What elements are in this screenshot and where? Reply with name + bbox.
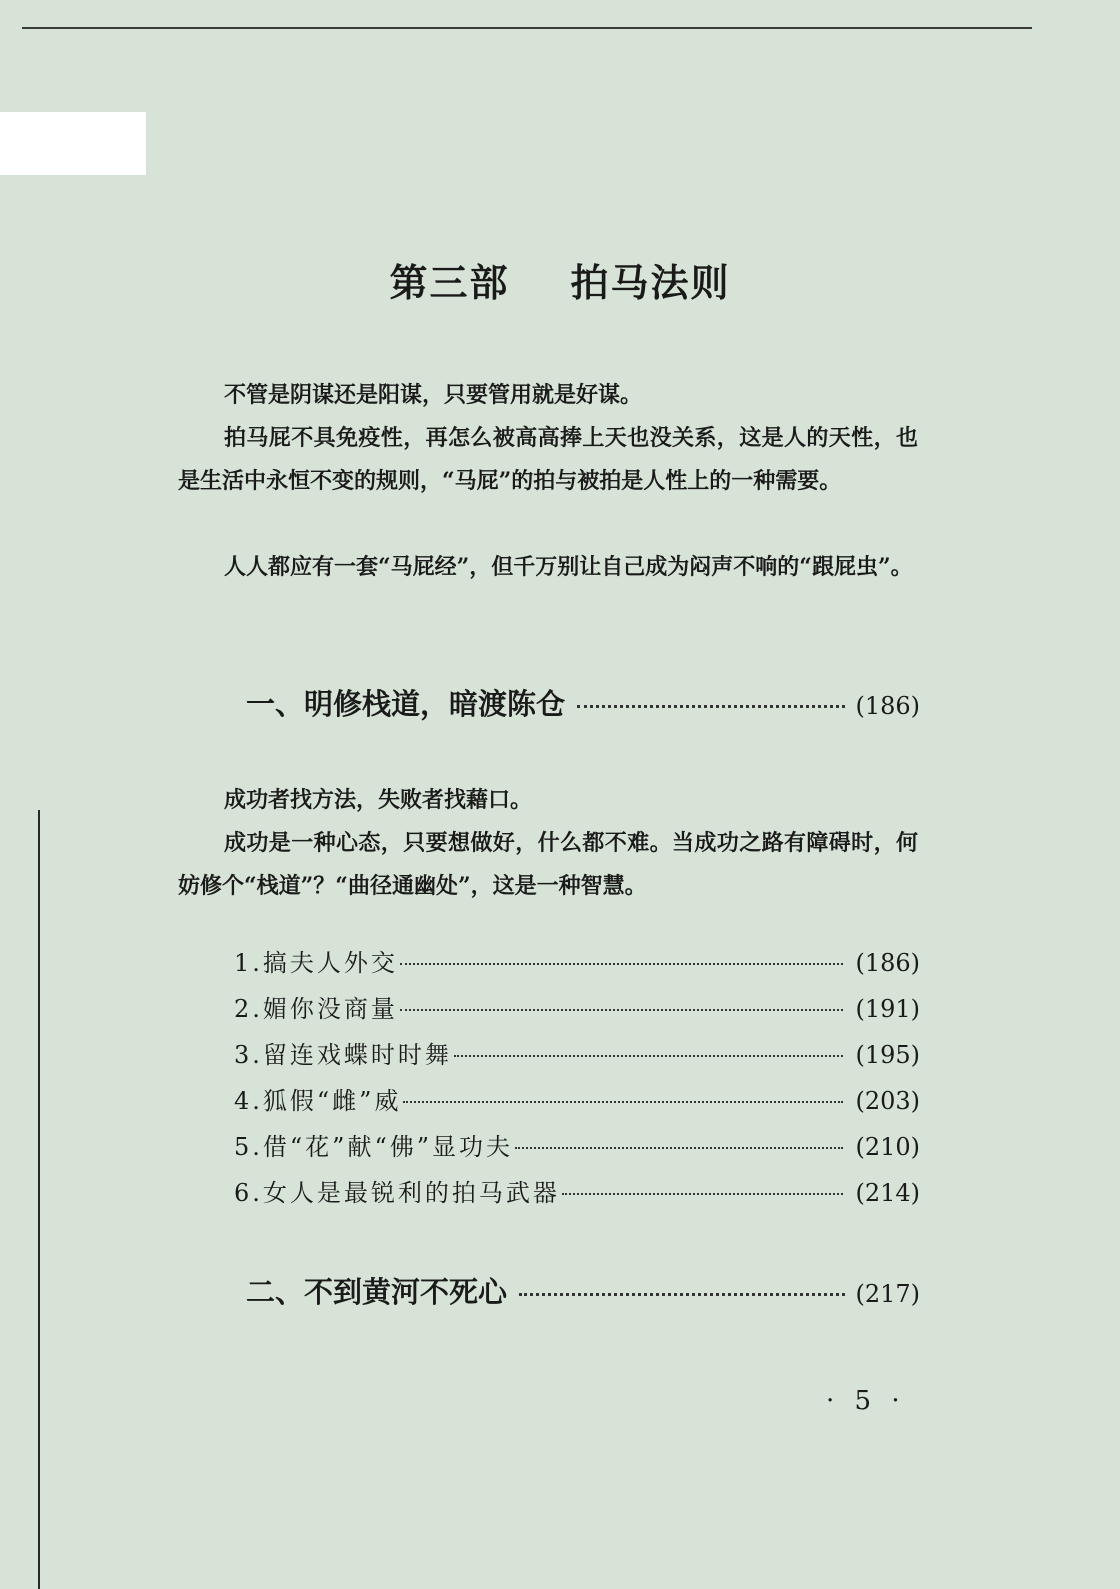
toc-entry[interactable]	[234, 1035, 920, 1081]
toc-entry[interactable]	[234, 943, 920, 989]
toc-entry-title: 女人是最锐利的拍马武器	[262, 1179, 560, 1207]
section-title: 二、不到黄河不死心	[246, 1275, 508, 1309]
toc-entry-title: 狐假“雌”威	[262, 1087, 402, 1115]
section-paragraph: 成功是一种心态，只要想做好，什么都不难。当成功之路有障碍时，何妨修个“栈道”？“曲径通幽处”，这是一种智慧。	[178, 830, 918, 899]
dot-leader	[515, 1147, 843, 1149]
toc-entry[interactable]	[234, 1081, 920, 1127]
toc-entry-title: 搞夫人外交	[262, 949, 398, 977]
toc-entry-number: 1.	[234, 949, 263, 977]
intro-paragraph: 不管是阴谋还是阳谋，只要管用就是好谋。	[224, 382, 643, 408]
page-number: · 5 ·	[826, 1386, 906, 1416]
toc-entry-number: 2.	[234, 995, 263, 1023]
intro-paragraph: 拍马屁不具免疫性，再怎么被高高捧上天也没关系，这是人的天性，也是生活中永恒不变的规则，“马屁”的拍与被拍是人性上的一种需要。	[178, 425, 918, 494]
toc-entry[interactable]	[234, 1173, 920, 1219]
dot-leader	[400, 1009, 844, 1011]
section-heading[interactable]	[246, 682, 920, 723]
toc-entry-page: (210)	[855, 1133, 920, 1161]
dot-leader	[562, 1193, 844, 1195]
section-page-ref: (217)	[855, 1280, 920, 1308]
part-title: 第三部 拍马法则	[389, 261, 731, 305]
section-heading[interactable]	[246, 1270, 920, 1311]
toc-entry-page: (186)	[855, 949, 920, 977]
dot-leader	[400, 963, 844, 965]
toc-entry-number: 6.	[234, 1179, 263, 1207]
toc-entry-page: (203)	[855, 1087, 920, 1115]
toc-entry-number: 3.	[234, 1041, 263, 1069]
toc-entry-page: (214)	[855, 1179, 920, 1207]
intro-paragraph: 人人都应有一套“马屁经”，但千万别让自己成为闷声不响的“跟屁虫”。	[224, 554, 913, 580]
toc-entry[interactable]	[234, 989, 920, 1035]
toc-entry-page: (191)	[855, 995, 920, 1023]
dot-leader	[403, 1101, 843, 1103]
dot-leader	[577, 705, 845, 708]
toc-entry[interactable]	[234, 1127, 920, 1173]
section-title: 一、明修栈道，暗渡陈仓	[246, 687, 566, 721]
toc-entry-title: 媚你没商量	[262, 995, 398, 1023]
section-paragraph: 成功者找方法，失败者找藉口。	[224, 787, 533, 813]
section-page-ref: (186)	[855, 692, 920, 720]
toc-list	[234, 943, 920, 1219]
left-margin-rule	[38, 810, 40, 1589]
toc-entry-number: 5.	[234, 1133, 263, 1161]
top-rule	[22, 27, 1032, 29]
white-patch	[0, 112, 146, 175]
toc-entry-page: (195)	[855, 1041, 920, 1069]
dot-leader	[519, 1293, 845, 1296]
dot-leader	[454, 1055, 844, 1057]
toc-entry-title: 借“花”献“佛”显功夫	[262, 1133, 513, 1161]
toc-entry-title: 留连戏蝶时时舞	[262, 1041, 452, 1069]
toc-entry-number: 4.	[234, 1087, 263, 1115]
